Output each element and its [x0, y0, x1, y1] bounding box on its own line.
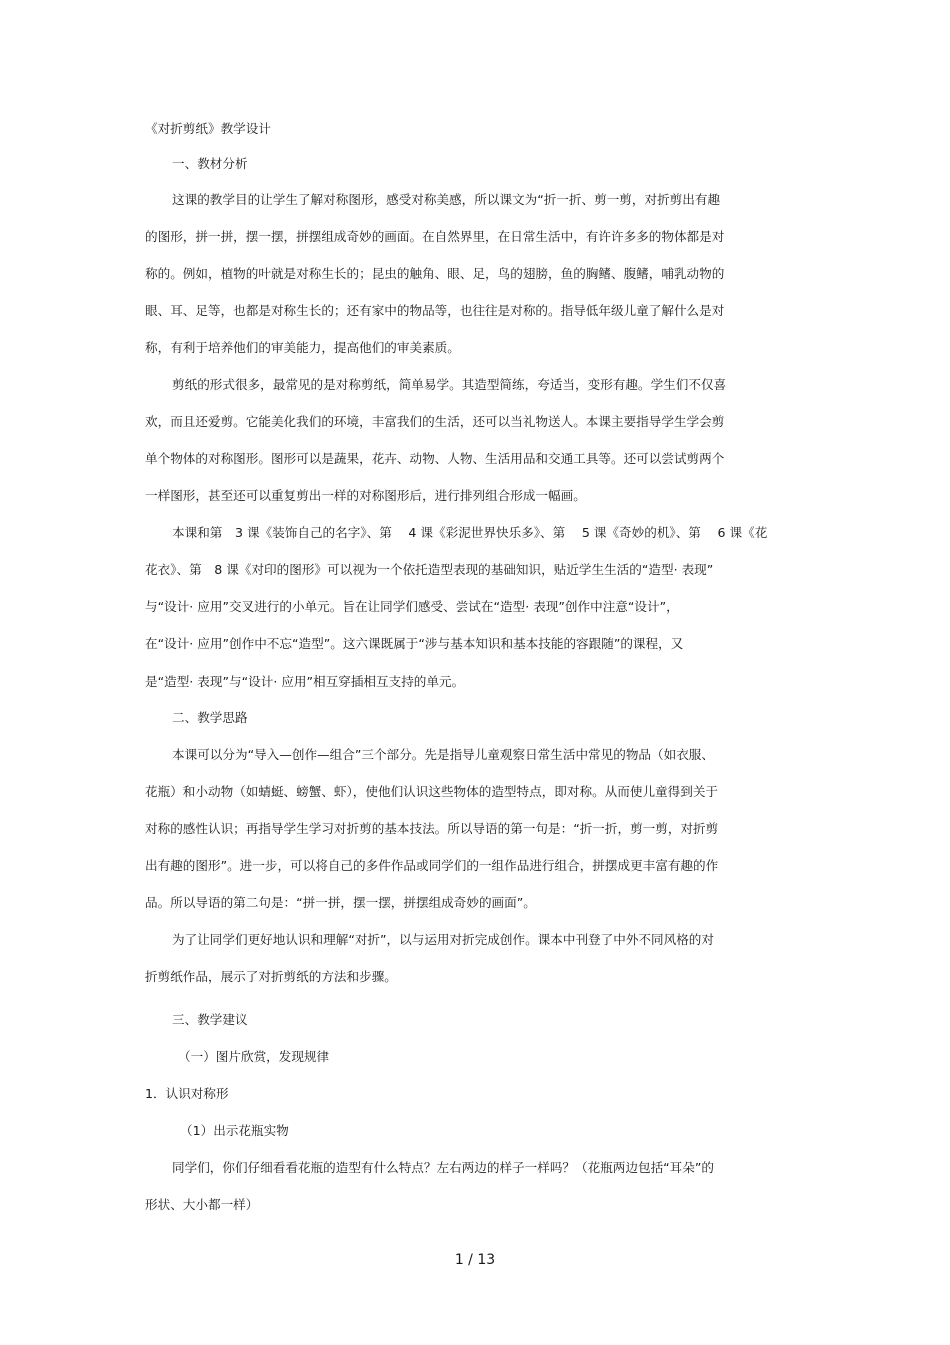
- paragraph-line: 在“设计· 应用”创作中不忘“造型”。这六课既属于“涉与基本知识和基本技能的容跟随”的课程，又: [145, 636, 684, 651]
- section-heading-1: 一、教材分析: [172, 156, 248, 171]
- page-number: 1 / 13: [454, 1252, 496, 1268]
- paragraph-line: 形状、大小都一样）: [145, 1197, 259, 1212]
- paragraph-line: 为了让同学们更好地认识和理解“对折”，以与运用对折完成创作。课本中刊登了中外不同风格的对: [172, 932, 714, 947]
- paragraph-line: 本课和第 3 课《装饰自己的名字》、第 4 课《彩泥世界快乐多》、第 5 课《奇妙的机》、第 6 课《花: [172, 525, 768, 540]
- section-heading-2: 二、教学思路: [172, 710, 248, 725]
- paragraph-line: 本课可以分为“导入—创作—组合”三个部分。先是指导儿童观察日常生活中常见的物品（如衣服、: [172, 747, 714, 762]
- paragraph-line: 对称的感性认识；再指导学生学习对折剪的基本技法。所以导语的第一句是：“折一折，剪一剪，对折剪: [145, 821, 719, 836]
- paragraph-line: 花瓶）和小动物（如蜻蜓、螃蟹、虾），使他们认识这些物体的造型特点，即对称。从而使儿童得到关于: [145, 784, 719, 799]
- paragraph-line: 一样图形，甚至还可以重复剪出一样的对称图形后，进行排列组合形成一幅画。: [145, 488, 586, 503]
- paragraph-line: 品。所以导语的第二句是：“拼一拼，摆一摆，拼摆组成奇妙的画面”。: [145, 895, 536, 910]
- paragraph-line: 折剪纸作品，展示了对折剪纸的方法和步骤。: [145, 969, 397, 984]
- section-heading-3: 三、教学建议: [172, 1012, 248, 1027]
- document-title: 《对折剪纸》教学设计: [145, 121, 271, 136]
- paragraph-line: 与“设计· 应用”交叉进行的小单元。旨在让同学们感受、尝试在“造型· 表现”创作中注意“设计”，: [145, 599, 679, 614]
- subsection-item: （1）出示花瓶实物: [180, 1123, 289, 1138]
- paragraph-line: 称的。例如，植物的叶就是对称生长的；昆虫的触角、眼、足，鸟的翅膀，鱼的胸鳍、腹鳍，哺乳动物的: [145, 266, 725, 281]
- paragraph-line: 花衣》、第 8 课《对印的图形》可以视为一个依托造型表现的基础知识，贴近学生生活的“造型· 表现”: [145, 562, 714, 577]
- numbered-item: 1．认识对称形: [145, 1086, 229, 1101]
- paragraph-line: 是“造型· 表现”与“设计· 应用”相互穿插相互支持的单元。: [145, 674, 465, 689]
- paragraph-line: 剪纸的形式很多，最常见的是对称剪纸，简单易学。其造型简练，夸适当，变形有趣。学生们不仅喜: [172, 377, 727, 392]
- paragraph-line: 单个物体的对称图形。图形可以是蔬果，花卉、动物、人物、生活用品和交通工具等。还可以尝试剪两个: [145, 451, 725, 466]
- paragraph-line: 同学们，你们仔细看看花瓶的造型有什么特点？左右两边的样子一样吗？（花瓶两边包括“耳朵”的: [172, 1160, 714, 1175]
- paragraph-line: 出有趣的图形”。进一步，可以将自己的多件作品或同学们的一组作品进行组合，拼摆成更丰富有趣的作: [145, 858, 719, 873]
- paragraph-line: 眼、耳、足等，也都是对称生长的；还有家中的物品等，也往往是对称的。指导低年级儿童了解什么是对: [145, 303, 725, 318]
- paragraph-line: 这课的教学目的让学生了解对称图形，感受对称美感，所以课文为“折一折、剪一剪，对折剪出有趣: [172, 192, 721, 207]
- paragraph-line: 称，有利于培养他们的审美能力，提高他们的审美素质。: [145, 340, 460, 355]
- paragraph-line: 欢，而且还爱剪。它能美化我们的环境，丰富我们的生活，还可以当礼物送人。本课主要指导学生学会剪: [145, 414, 725, 429]
- subsection-heading: （一）图片欣赏，发现规律: [178, 1049, 330, 1064]
- paragraph-line: 的图形，拼一拼，摆一摆，拼摆组成奇妙的画面。在自然界里，在日常生活中，有许许多多的物体都是对: [145, 229, 725, 244]
